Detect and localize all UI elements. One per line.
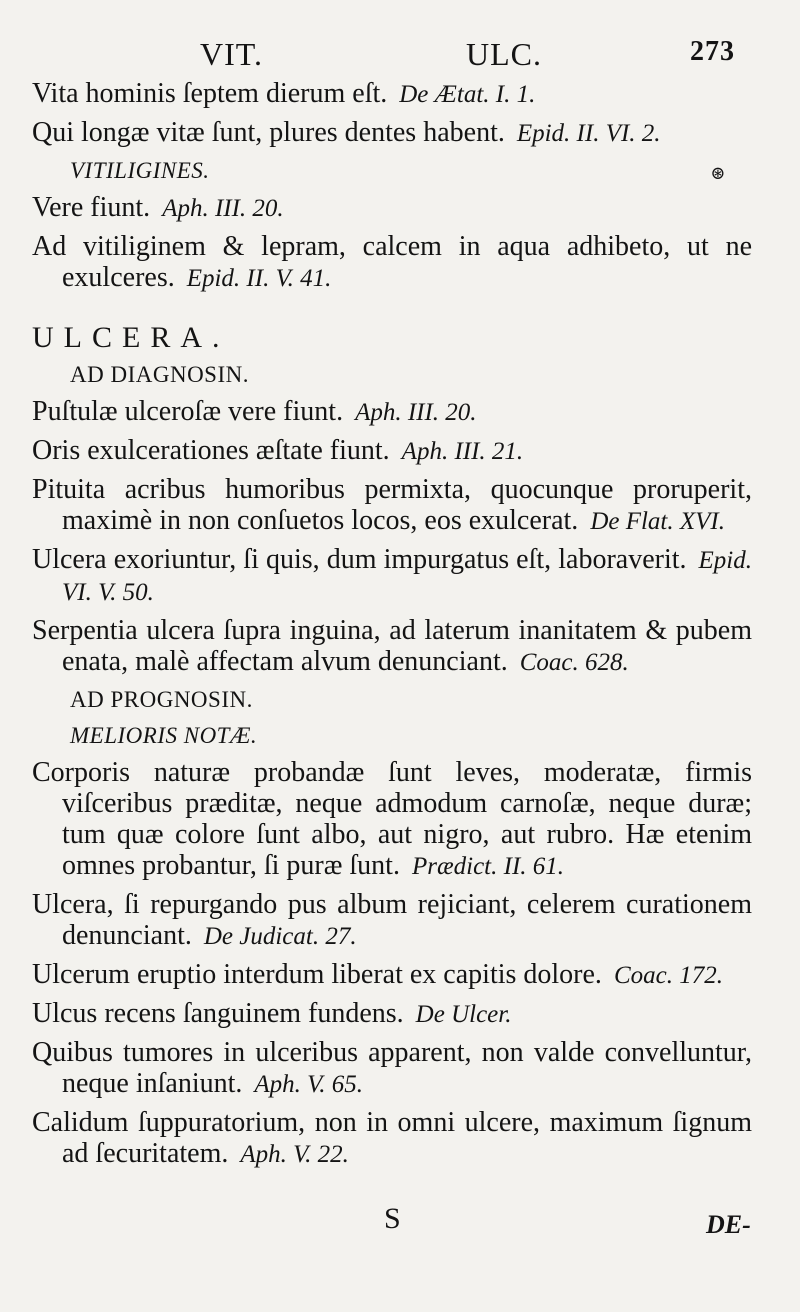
entry-citation: Epid. VI. V. 50.: [62, 547, 752, 606]
entry-text: Ulcus recens ſanguinem fundens.: [32, 998, 404, 1029]
entry-text: Ulcera, ſi repurgando pus album rejiciant, celerem curationem denunciant.: [32, 889, 752, 951]
entry: [32, 231, 752, 294]
ornament-icon: ⊛: [710, 163, 726, 183]
entry-text: Vere fiunt.: [32, 192, 151, 223]
page-body: [32, 78, 752, 1177]
entry-citation: Aph. V. 22.: [240, 1141, 349, 1168]
entry-text: Ad vitiliginem & lepram, calcem in aqua adhibeto, ut ne exulceres.: [32, 231, 752, 293]
entry-citation: Aph. III. 20.: [355, 399, 477, 426]
entry: [32, 1107, 752, 1170]
entry-citation: Epid. II. V. 41.: [186, 265, 332, 292]
entry-citation: Prædict. II. 61.: [411, 853, 565, 880]
entry-text: Ulcera exoriuntur, ſi quis, dum impurgatus eſt, laboraverit.: [32, 544, 687, 575]
entry-text: Qui longæ vitæ ſunt, plures dentes habent.: [32, 117, 505, 148]
entry-text: Serpentia ulcera ſupra inguina, ad laterum inanitatem & pubem enata, malè affectam alvum denunciant.: [32, 615, 752, 677]
entry-text: Oris exulcerationes æſtate fiunt.: [32, 435, 390, 466]
entry: [32, 117, 752, 149]
entry-citation: De Ætat. I. 1.: [399, 81, 536, 108]
page-footer: [0, 1202, 800, 1242]
running-header: [0, 28, 800, 78]
entry: [32, 889, 752, 952]
entry-text: Vita hominis ſeptem dierum eſt.: [32, 78, 388, 109]
entry-citation: Aph. V. 65.: [254, 1071, 363, 1098]
entry-citation: De Judicat. 27.: [203, 923, 357, 950]
subheading-prognosis: AD PROGNOSIN.: [70, 687, 253, 712]
entry: [32, 78, 752, 110]
entry-citation: Aph. III. 21.: [401, 438, 524, 465]
entry-text: Calidum ſuppuratorium, non in omni ulcere, maximum ſignum ad ſecuritatem.: [32, 1107, 752, 1169]
section-heading-ulcera: ULCERA.: [32, 321, 230, 354]
entry: [32, 959, 752, 991]
section-heading-vitiligines: [70, 156, 752, 186]
section-heading-text: VITILIGINES.: [70, 158, 210, 183]
entry: [32, 544, 752, 608]
subheading-melioris-notae: MELIORIS NOTÆ.: [70, 723, 258, 748]
entry: [32, 1037, 752, 1100]
entry: [32, 757, 752, 882]
entry: [32, 615, 752, 678]
entry: [32, 192, 752, 224]
signature-mark: S: [384, 1202, 401, 1235]
entry: [32, 998, 752, 1030]
header-left: VIT.: [200, 36, 263, 72]
entry: [32, 396, 752, 428]
entry-citation: De Ulcer.: [415, 1001, 512, 1028]
header-center: ULC.: [466, 36, 542, 72]
entry-citation: Coac. 172.: [613, 962, 723, 989]
entry-citation: De Flat. XVI.: [590, 508, 725, 535]
entry: [32, 474, 752, 537]
entry-text: Corporis naturæ probandæ ſunt leves, moderatæ, firmis viſceribus præditæ, neque admodum carnoſæ, neque duræ; tum quæ colore ſunt albo, aut nigro, aut rubro. Hæ etenim omnes probantur, ſi puræ ſunt.: [32, 757, 752, 881]
entry-citation: Aph. III. 20.: [162, 195, 284, 222]
subheading-diagnosis: AD DIAGNOSIN.: [70, 362, 249, 387]
page-number: 273: [690, 36, 735, 67]
entry-text: Quibus tumores in ulceribus apparent, non valde convelluntur, neque inſaniunt.: [32, 1037, 752, 1099]
entry: [32, 435, 752, 467]
entry-citation: Coac. 628.: [519, 649, 629, 676]
entry-text: Ulcerum eruptio interdum liberat ex capitis dolore.: [32, 959, 602, 990]
entry-text: Pituita acribus humoribus permixta, quocunque proruperit, maximè in non conſuetos locos, eos exulcerat.: [32, 474, 752, 536]
entry-text: Puſtulæ ulceroſæ vere fiunt.: [32, 396, 344, 427]
catchword: DE-: [706, 1210, 751, 1239]
entry-citation: Epid. II. VI. 2.: [516, 120, 661, 147]
